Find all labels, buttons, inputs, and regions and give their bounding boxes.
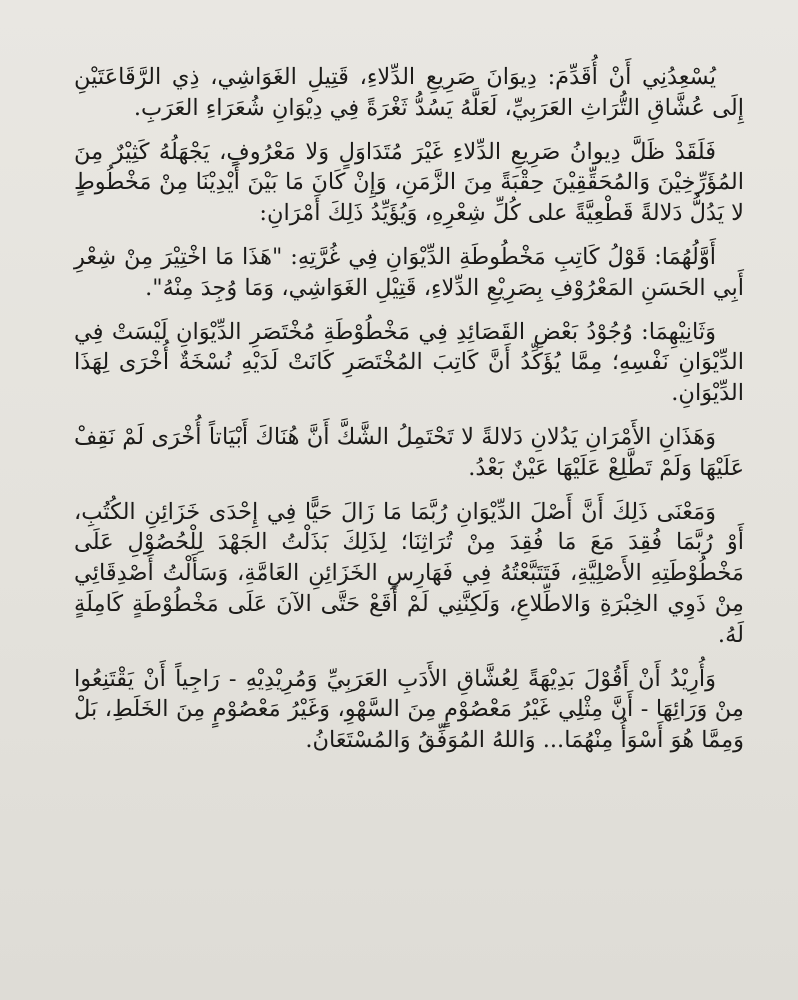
- paragraph-intro: يُسْعِدُنِي أَنْ أُقَدِّمَ: دِيوَانَ صَرِيعِ الدِّلاءِ، قَتِيلِ الغَوَاشِي، ذِي الرَّقَاعَتَيْنِ إِلَى عُشَّاقِ التُّرَاثِ العَرَبِيِّ، لَعَلَّهُ يَسُدُّ ثَغْرَةً فِي دِيْوَانِ شُعَرَاءِ العَرَبِ.: [74, 64, 744, 121]
- paragraph-closing: وَأُرِيْدُ أَنْ أَقُوْلَ بَدِيْهَةً لِعُشَّاقِ الأَدَبِ العَرَبِيِّ وَمُرِيْدِيْهِ - رَاجِياً أَنْ يَقْتَنِعُوا مِنْ وَرَائِهَا - أَنَّ مِثْلِي غَيْرُ مَعْصُوْمٍ مِنَ السَّهْوِ، وَغَيْرُ مَعْصُوْمٍ مِنَ الخَلَطِ، بَلْ وَمِمَّا هُوَ أَسْوَأُ مِنْهُمَا... وَاللهُ المُوَفِّقُ وَالمُسْتَعَانُ.: [74, 665, 744, 754]
- paragraph-conclusion: وَهَذَانِ الأَمْرَانِ يَدُلانِ دَلالةً لا تَحْتَمِلُ الشَّكَّ أَنَّ هُنَاكَ أَبْيَاتاً أُخْرَى لَمْ نَقِفْ عَلَيْهَا وَلَمْ تَطَّلِعْ عَلَيْهَا عَيْنٌ بَعْدُ.: [74, 423, 744, 481]
- paragraph-second-reason: وَثَانِيْهِمَا: وُجُوْدُ بَعْضِ القَصَائِدِ فِي مَخْطُوْطَةِ مُخْتَصَرِ الدِّيْوَانِ لَيْسَتْ فِي الدِّيْوَانِ نَفْسِهِ؛ مِمَّا يُؤَكِّدُ أَنَّ كَاتِبَ المُخْتَصَرِ كَانَتْ لَدَيْهِ نُسْخَةٌ أُخْرَى لِهَذَا الدِّيْوَانِ.: [74, 318, 744, 407]
- paragraph-diwan-status: فَلَقَدْ ظَلَّ دِيوانُ صَرِيعِ الدِّلاءِ غَيْرَ مُتَدَاوَلٍ وَلا مَعْرُوفٍ، يَجْهَلُهُ كَثِيْرٌ مِنَ المُؤَرِّخِيْنَ وَالمُحَقِّقِيْنَ حِقْبَةً مِنَ الزَّمَنِ، وَإِنْ كَانَ مَا بَيْنَ أَيْدِيْنَا مِنْ مَخْطُوطٍ لا يَدُلُّ دَلالةً قَطْعِيَّةً على كُلِّ شِعْرِهِ، وَيُؤَيِّدُ ذَلِكَ أَمْرَانِ:: [74, 138, 744, 227]
- paragraph-first-reason: أَوَّلُهُمَا: قَوْلُ كَاتِبِ مَخْطُوطَةِ الدِّيْوَانِ فِي غُرَّتِهِ: "هَذَا مَا اخْتِيْرَ مِنْ شِعْرِ أَبِي الحَسَنِ المَعْرُوْفِ بِصَرِيْعِ الدِّلاءِ، قَتِيْلِ الغَوَاشِي، وَمَا وُجِدَ مِنْهُ".: [74, 243, 744, 301]
- page-text: [74, 62, 744, 756]
- paragraph-search: وَمَعْنَى ذَلِكَ أَنَّ أَصْلَ الدِّيْوَانِ رُبَّمَا مَا زَالَ حَيًّا فِي إِحْدَى خَزَائِنِ الكُتُبِ، أَوْ رُبَّمَا فُقِدَ مَعَ مَا فُقِدَ مِنْ تُرَاثِنَا؛ لِذَلِكَ بَذَلْتُ الجَهْدَ لِلْحُصُوْلِ عَلَى مَخْطُوْطَتِهِ الأَصْلِيَّةِ، فَتَتَبَّعْتُهُ فِي فَهَارِسِ الخَزَائِنِ العَامَّةِ، وَسَأَلْتُ أَصْدِقَائِي مِنْ ذَوِي الخِبْرَةِ وَالاطِّلاعِ، وَلَكِنَّنِي لَمْ أَقَعْ حَتَّى الآنَ عَلَى مَخْطُوْطَةٍ كَامِلَةٍ لَهُ.: [74, 498, 744, 648]
